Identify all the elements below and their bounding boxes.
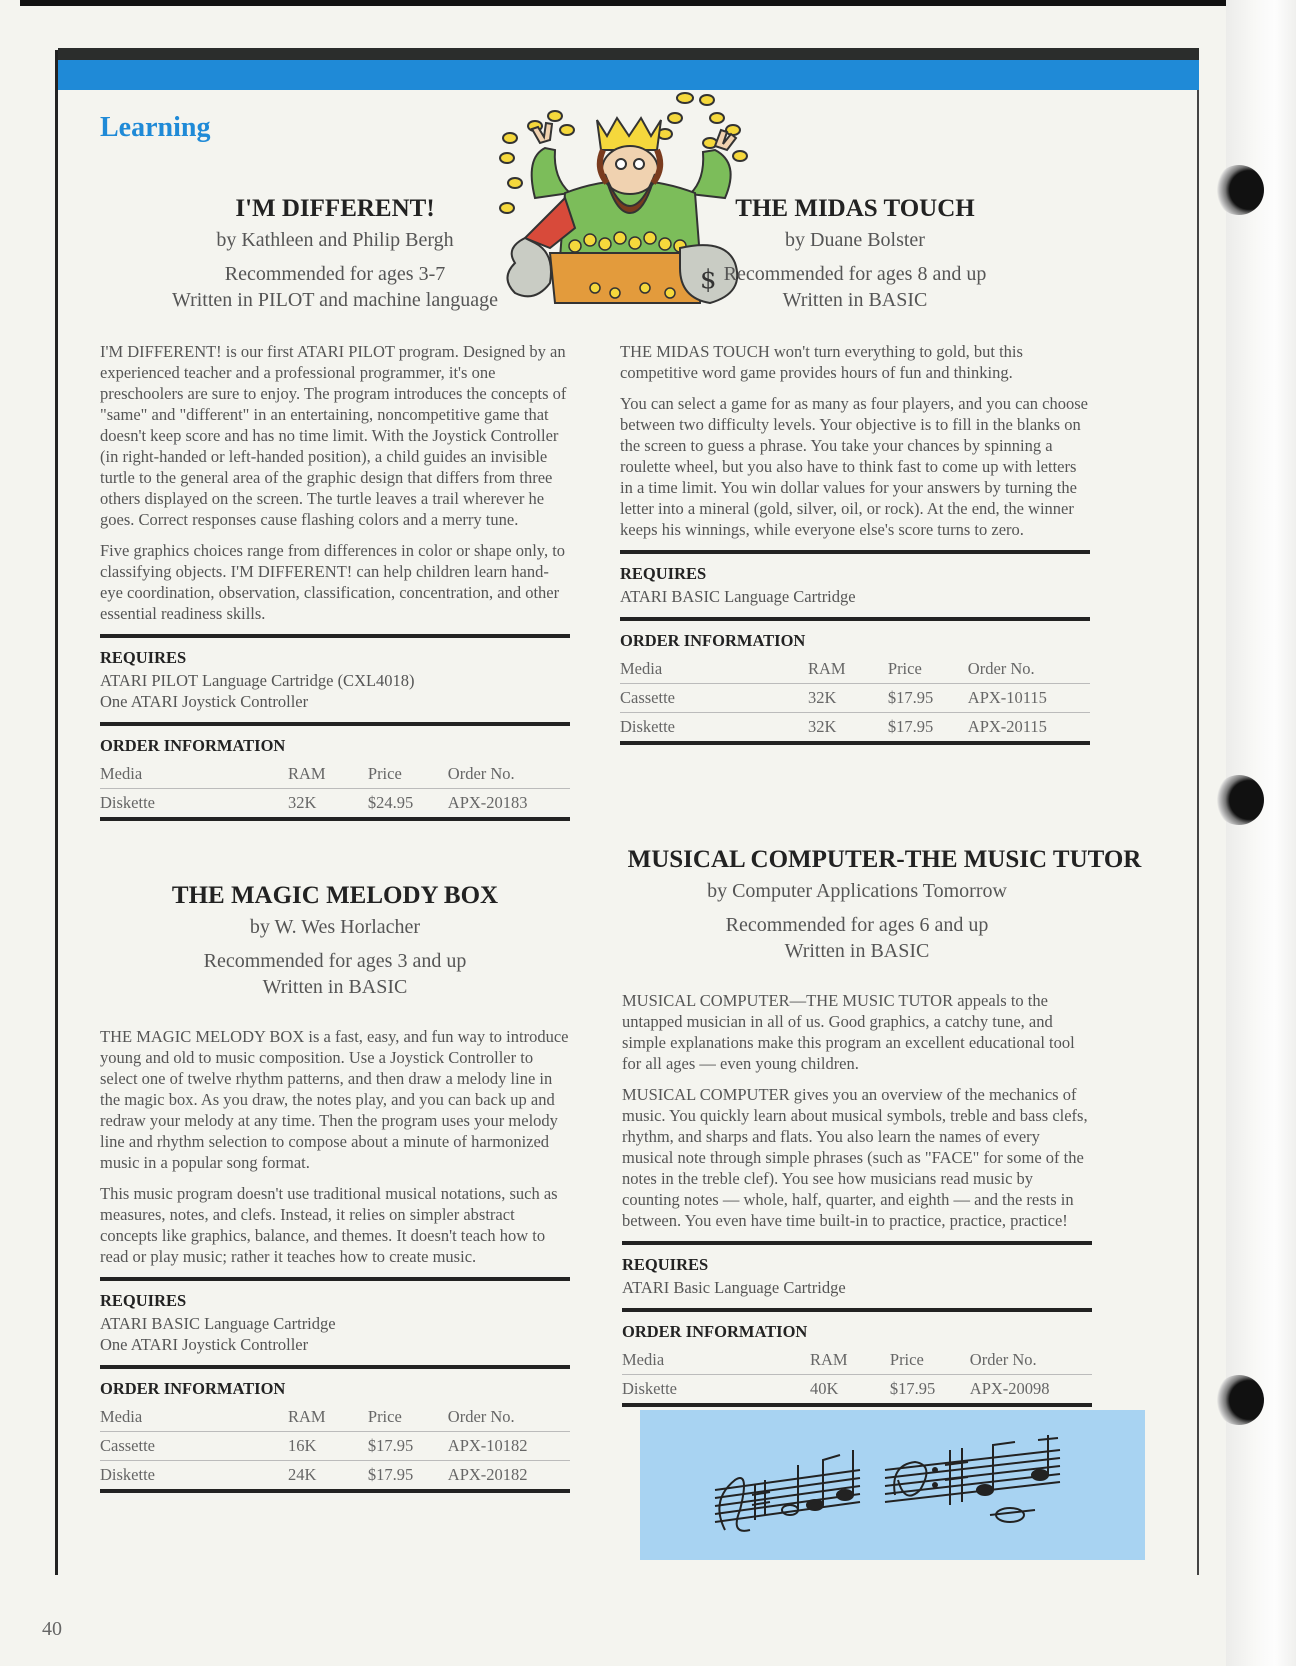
table-header: Price [368, 760, 448, 789]
table-cell: 32K [288, 793, 317, 812]
article-midas-touch [620, 195, 1090, 745]
table-cell: APX-10182 [448, 1432, 570, 1461]
requires-heading: REQUIRES [622, 1255, 709, 1274]
binder-hole [1214, 1375, 1264, 1425]
requires-item: ATARI PILOT Language Cartridge (CXL4018) [100, 671, 415, 690]
table-row [622, 1375, 1092, 1404]
table-cell: $17.95 [367, 1465, 414, 1484]
table-cell: Cassette [100, 1432, 288, 1461]
order-table [622, 1346, 1092, 1403]
table-header: Order No. [970, 1346, 1092, 1375]
table-cell: 32K [808, 684, 888, 713]
table-cell: Diskette [622, 1379, 677, 1398]
requires-heading: REQUIRES [100, 648, 187, 667]
article-language: Written in PILOT and machine language [172, 289, 498, 311]
order-table [620, 655, 1090, 741]
order-heading: ORDER INFORMATION [622, 1322, 808, 1341]
table-header: Media [100, 760, 288, 789]
music-notes-illustration [640, 1410, 1145, 1560]
article-im-different [100, 195, 570, 821]
rule [620, 617, 1090, 621]
top-border [20, 0, 1236, 6]
rule [100, 1365, 570, 1369]
table-header: Order No. [968, 655, 1090, 684]
rule [622, 1308, 1092, 1312]
table-header: RAM [288, 760, 368, 789]
table-header: RAM [808, 655, 888, 684]
article-language: Written in BASIC [262, 976, 408, 998]
table-header: Price [888, 655, 968, 684]
article-paragraph: MUSICAL COMPUTER—THE MUSIC TUTOR appeals to the untapped musician in all of us. Good graphics, a catchy tune, and simple explanations make this program an excellent educational tool for all ages — even young children. [622, 991, 1075, 1073]
requires-item: ATARI BASIC Language Cartridge [100, 1314, 336, 1333]
requires-heading: REQUIRES [100, 1291, 187, 1310]
order-heading: ORDER INFORMATION [620, 631, 806, 650]
left-rule [55, 50, 58, 1575]
requires-item: One ATARI Joystick Controller [100, 692, 309, 711]
article-ages: Recommended for ages 3 and up [203, 950, 467, 972]
right-rule [1197, 50, 1199, 1575]
table-header: Media [100, 1403, 288, 1432]
table-header: Media [620, 655, 808, 684]
table-row [620, 713, 1090, 742]
table-row [622, 1346, 1092, 1375]
table-header: Price [368, 1403, 448, 1432]
table-header: Price [890, 1346, 970, 1375]
binder-edge [1226, 0, 1296, 1666]
table-cell: $17.95 [888, 684, 968, 713]
article-paragraph: You can select a game for as many as four players, and you can choose between two difficulty levels. Your objective is to fill in the blanks on the screen to guess a phrase. You take your chances by spinning a roulette wheel, but you also have to think fast to come up with letters in a time limit. You win dollar values for your answers by turning the letter into a mineral (gold, silver, oil, or rock). At the end, the winner keeps his winnings, while everyone else's score turns to zero. [620, 394, 1088, 539]
article-author: by W. Wes Horlacher [249, 916, 421, 938]
binder-hole [1214, 165, 1264, 215]
table-row [100, 1461, 570, 1490]
rule [100, 1277, 570, 1281]
article-title: I'M DIFFERENT! [235, 195, 435, 222]
binder-hole [1214, 775, 1264, 825]
svg-text:$: $ [700, 265, 717, 295]
table-cell: APX-20182 [447, 1465, 528, 1484]
table-cell: $17.95 [887, 717, 934, 736]
table-cell: Diskette [100, 1465, 155, 1484]
article-title: THE MIDAS TOUCH [735, 195, 975, 222]
table-header: Media [622, 1346, 810, 1375]
table-row [620, 655, 1090, 684]
article-ages: Recommended for ages 8 and up [723, 263, 987, 285]
article-ages: Recommended for ages 6 and up [725, 914, 989, 936]
table-cell: $24.95 [367, 793, 414, 812]
article-paragraph: Five graphics choices range from differences in color or shape only, to classifying objects. I'M DIFFERENT! can help children learn hand-eye coordination, observation, classification, concentration, and other essential readiness skills. [100, 541, 566, 623]
music-notes-drawing [640, 1410, 1145, 1560]
table-cell: 32K [808, 717, 837, 736]
table-row [620, 684, 1090, 713]
article-language: Written in BASIC [782, 289, 928, 311]
rule [620, 550, 1090, 554]
article-magic-melody-box [100, 882, 570, 1493]
rule [620, 741, 1090, 745]
article-paragraph: I'M DIFFERENT! is our first ATARI PILOT program. Designed by an experienced teacher and a professional programmer, it's one preschoolers are sure to enjoy. The program introduces the concepts of "same" and "different" in an entertaining, noncompetitive game that doesn't keep score and has no time limit. With the Joystick Controller (in right-handed or left-handed position), a child guides an invisible turtle to the general area of the graphic design that differs from three others displayed on the screen. The turtle leaves a trail wherever he goes. Correct responses cause flashing colors and a merry tune. [100, 342, 567, 529]
table-cell: APX-10115 [968, 684, 1090, 713]
table-cell: $17.95 [368, 1432, 448, 1461]
table-cell: $17.95 [889, 1379, 936, 1398]
section-title: Learning [100, 112, 211, 143]
rule [100, 722, 570, 726]
article-musical-computer [622, 846, 1147, 1407]
table-row [100, 789, 570, 818]
article-paragraph: THE MIDAS TOUCH won't turn everything to gold, but this competitive word game provides hours of fun and thinking. [620, 342, 1023, 382]
requires-item: One ATARI Joystick Controller [100, 1335, 309, 1354]
table-row [100, 1403, 570, 1432]
table-cell: Cassette [620, 684, 808, 713]
rule [622, 1241, 1092, 1245]
table-cell: 16K [288, 1432, 368, 1461]
rule [622, 1403, 1092, 1407]
article-paragraph: THE MAGIC MELODY BOX is a fast, easy, and fun way to introduce young and old to music composition. Use a Joystick Controller to select one of twelve rhythm patterns, and then draw a melody line in the magic box. As you draw, the notes play, and you can back up and redraw your melody at any time. Then the program uses your melody line and rhythm selection to compose about a minute of harmonized music in a popular song format. [100, 1027, 569, 1172]
header-accent-bar [58, 60, 1199, 90]
table-header: RAM [810, 1346, 890, 1375]
rule [100, 1489, 570, 1493]
rule [100, 817, 570, 821]
table-header: RAM [288, 1403, 368, 1432]
table-header: Order No. [448, 1403, 570, 1432]
requires-heading: REQUIRES [620, 564, 707, 583]
page-number: 40 [42, 1618, 62, 1640]
requires-item: ATARI BASIC Language Cartridge [620, 587, 856, 606]
table-cell: 24K [288, 1465, 317, 1484]
table-cell: Diskette [100, 793, 155, 812]
order-heading: ORDER INFORMATION [100, 736, 286, 755]
requires-item: ATARI Basic Language Cartridge [622, 1278, 846, 1297]
table-row [100, 760, 570, 789]
table-header: Order No. [448, 760, 570, 789]
order-heading: ORDER INFORMATION [100, 1379, 286, 1398]
order-table [100, 760, 570, 817]
table-cell: APX-20098 [969, 1379, 1050, 1398]
header-bar [58, 48, 1199, 60]
article-author: by Computer Applications Tomorrow [707, 880, 1007, 902]
article-title: THE MAGIC MELODY BOX [171, 882, 499, 909]
order-table [100, 1403, 570, 1489]
article-language: Written in BASIC [784, 940, 930, 962]
table-cell: 40K [810, 1379, 839, 1398]
article-title: MUSICAL COMPUTER-THE MUSIC TUTOR [627, 846, 1142, 873]
table-cell: Diskette [620, 717, 675, 736]
table-cell: APX-20183 [447, 793, 528, 812]
article-ages: Recommended for ages 3-7 [224, 263, 446, 285]
article-paragraph: This music program doesn't use traditional musical notations, such as measures, notes, and clefs. Instead, it relies on simpler abstract concepts like graphics, balance, and themes. It doesn't teach how to read or play music; rather it teaches how to create music. [100, 1184, 558, 1266]
article-author: by Kathleen and Philip Bergh [216, 229, 454, 251]
table-cell: APX-20115 [967, 717, 1047, 736]
article-author: by Duane Bolster [785, 229, 925, 251]
rule [100, 634, 570, 638]
article-paragraph: MUSICAL COMPUTER gives you an overview of the mechanics of music. You quickly learn about musical symbols, treble and bass clefs, rhythm, and sharps and flats. You also learn the names of every musical note through simple phrases (such as "FACE" for some of the notes in the treble clef). You see how musicians read music by counting notes — whole, half, quarter, and eighth — and the rests in between. You even have time built-in to practice, practice, practice! [622, 1085, 1088, 1230]
table-row [100, 1432, 570, 1461]
